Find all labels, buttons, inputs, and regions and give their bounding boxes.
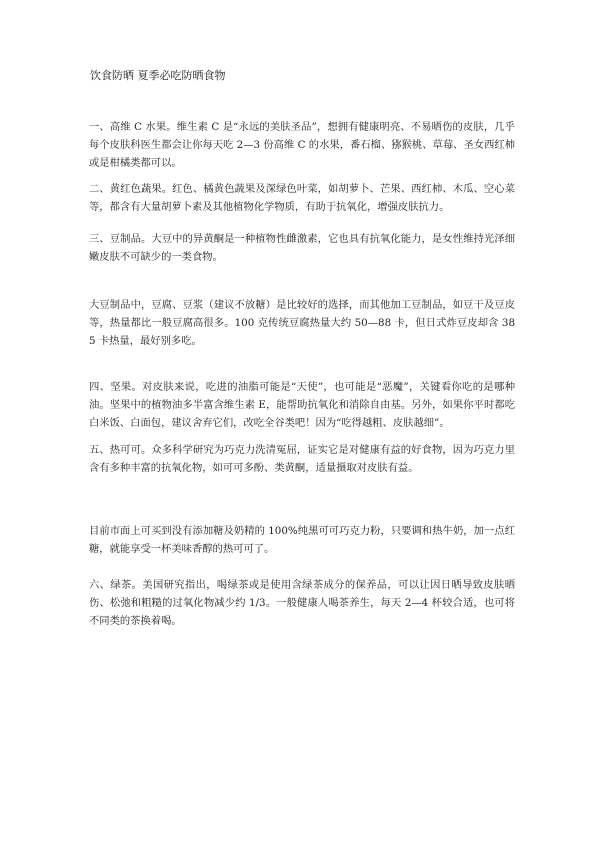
paragraph-green-tea: 六、绿茶。美国研究指出，喝绿茶或是使用含绿茶成分的保养品，可以让因日晒导致皮肤晒伤、松弛和粗糙的过氧化物减少约 1/3。一般健康人喝茶养生，每天 2—4 杯较合适，也可将不同类的茶换着喝。 xyxy=(89,579,515,627)
paragraph-cocoa-detail: 目前市面上可买到没有添加糖及奶精的 100%纯黑可可巧克力粉，只要调和热牛奶，加一点红糖，就能享受一杯美味香醇的热可可了。 xyxy=(89,525,515,555)
paragraph-soy-detail: 大豆制品中，豆腐、豆浆（建议不放糖）是比较好的选择，而其他加工豆制品，如豆干及豆皮等，热量都比一般豆腐高很多。100 克传统豆腐热量大约 50—88 卡，但日式炸豆皮却含 385 卡热量，最好别多吃。 xyxy=(89,299,515,347)
paragraph-red-yellow-produce: 二、黄红色蔬果。红色、橘黄色蔬果及深绿色叶菜，如胡萝卜、芒果、西红柿、木瓜、空心菜等，都含有大量胡萝卜素及其他植物化学物质，有助于抗氧化，增强皮肤抗力。 xyxy=(89,183,515,213)
document-title: 饮食防晒 夏季必吃防晒食物 xyxy=(90,69,226,82)
paragraph-nuts: 四、坚果。对皮肤来说，吃进的油脂可能是“天使”，也可能是“恶魔”，关键看你吃的是哪种油。坚果中的植物油多半富含维生素 E，能帮助抗氧化和消除自由基。另外，如果你平时都吃白米饭、白面包，建议舍弃它们，改吃全谷类吧！因为“吃得越粗、皮肤越细”。 xyxy=(89,381,515,429)
paragraph-vitamin-c-fruit: 一、高维 C 水果。维生素 C 是“永远的美肤圣品”，想拥有健康明亮、不易晒伤的皮肤，几乎每个皮肤科医生都会让你每天吃 2—3 份高维 C 的水果，番石榴、猕猴桃、草莓、圣女西红柿或是柑橘类都可以。 xyxy=(89,121,515,169)
paragraph-hot-cocoa: 五、热可可。众多科学研究为巧克力洗清冤屈，证实它是对健康有益的好食物，因为巧克力里含有多种丰富的抗氧化物，如可可多酚、类黄酮，适量摄取对皮肤有益。 xyxy=(89,444,515,474)
paragraph-soy-products: 三、豆制品。大豆中的异黄酮是一种植物性雌激素，它也具有抗氧化能力，是女性维持光泽细嫩皮肤不可缺少的一类食物。 xyxy=(89,233,515,263)
